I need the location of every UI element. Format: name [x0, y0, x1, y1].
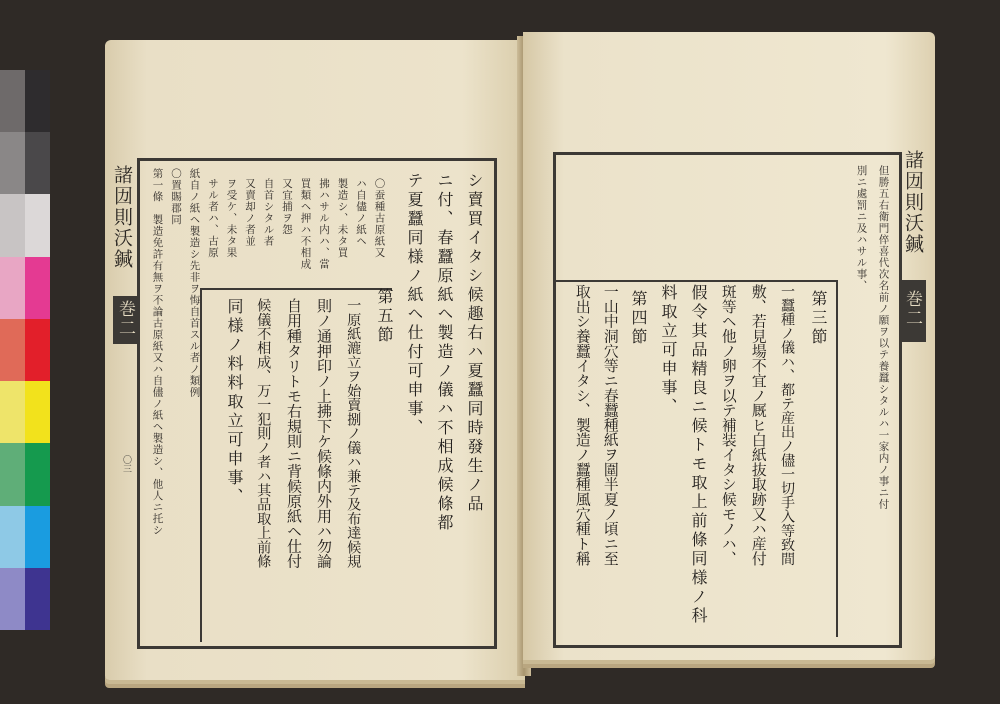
- text-column: 拂ハサル内ハ、當: [318, 178, 330, 270]
- text-column: 又宜捕ヲ怨: [281, 178, 293, 236]
- color-patch: [25, 257, 50, 319]
- color-patch: [0, 568, 25, 630]
- color-patch: [25, 132, 50, 194]
- text-column: 別ニ處罰ニ及ハサル事、: [855, 165, 868, 292]
- text-column: 第三節: [809, 290, 828, 347]
- text-column: 一蠶種ノ儀ハ、都テ産出ノ儘一切手入等致間: [779, 284, 796, 566]
- right-page-header: 諸㘞則沃鍼: [902, 150, 924, 255]
- text-column: シ賣買イタシ候趣右ハ夏蠶同時發生ノ品: [465, 172, 484, 514]
- color-patch: [0, 70, 25, 132]
- color-patch: [25, 443, 50, 505]
- text-column: 一山中洞穴等ニ春蠶種紙ヲ圍半夏ノ頃ニ至: [601, 284, 619, 566]
- text-column: ハ自儘ノ紙ヘ: [355, 178, 367, 247]
- text-column: 但勝五右衛門倅喜代次名前ノ願ヲ以テ養蠶シタルハ一家内ノ事ニ付: [877, 165, 890, 510]
- text-column: 料取立可申事、: [659, 284, 678, 417]
- color-patch: [25, 70, 50, 132]
- color-patch: [25, 568, 50, 630]
- text-column: 斑等ヘ他ノ卵ヲ以テ補装イタシ候モノハ、: [719, 284, 737, 566]
- text-column: サル者ハ、古原: [207, 178, 219, 259]
- left-page-number: 〇三: [121, 455, 131, 473]
- text-column: 同様ノ料料取立可申事、: [225, 298, 244, 507]
- text-column: 假令其品精良ニ候トモ取上前條同様ノ科: [689, 284, 708, 626]
- color-patch: [25, 381, 50, 443]
- color-patch: [0, 194, 25, 256]
- text-column: 則ノ通押印ノ上拂下ケ候條内外用ハ勿論: [315, 298, 334, 569]
- text-column: 第四節: [629, 290, 648, 347]
- text-column: 自用種タリトモ右規則ニ背候原紙ヘ仕付: [285, 298, 304, 569]
- text-column: 買類ヘ押ハ不相成: [299, 178, 312, 270]
- text-column: 一原紙漉立ヲ始賣捌ノ儀ハ兼テ及布達候規: [345, 298, 362, 569]
- color-patch: [0, 257, 25, 319]
- color-patch: [0, 132, 25, 194]
- text-column: 製造シ、未タ買: [336, 178, 349, 259]
- text-column: テ夏蠶同様ノ紙ヘ仕付可申事、: [405, 172, 424, 438]
- text-column: 第五節: [375, 288, 394, 345]
- text-column: 候儀不相成、万一犯則ノ者ハ其品取上前條: [255, 298, 272, 569]
- color-patch: [25, 506, 50, 568]
- text-column: 自首シタル者: [262, 178, 275, 247]
- color-patch: [0, 319, 25, 381]
- text-column: 〇置賜郡同: [170, 168, 182, 226]
- text-column: 取出シ養蠶イタシ、製造ノ蠶種風穴種ト稱: [573, 284, 591, 566]
- text-column: 〇蚕種古原紙又: [373, 178, 386, 259]
- text-column: ニ付、春蠶原紙ヘ製造ノ儀ハ不相成候條都: [435, 172, 454, 533]
- text-column: 敷、若見場不宜ノ厩ヒ白紙抜取跡又ハ産付: [749, 284, 767, 566]
- text-column: 又賣却ノ者並: [244, 178, 256, 247]
- left-page-volume: 巻二: [115, 300, 135, 338]
- text-column: 第一條 製造免許有無ヲ不論古原紙又ハ自儘ノ紙ヘ製造シ、他人ニ托シ: [151, 168, 164, 536]
- color-patch: [25, 194, 50, 256]
- text-column: 紙自ノ紙ヘ製造シ先非ヲ悔自首スル者ノ類例: [188, 168, 201, 398]
- text-column: ヲ受ケ、未タ果: [225, 178, 238, 259]
- color-patch: [25, 319, 50, 381]
- left-page-header: 諸㘞則沃鍼: [111, 165, 133, 270]
- color-patch: [0, 506, 25, 568]
- color-calibration-strip: [0, 70, 50, 630]
- color-patch: [0, 443, 25, 505]
- right-page-volume: 巻二: [902, 290, 922, 328]
- color-patch: [0, 381, 25, 443]
